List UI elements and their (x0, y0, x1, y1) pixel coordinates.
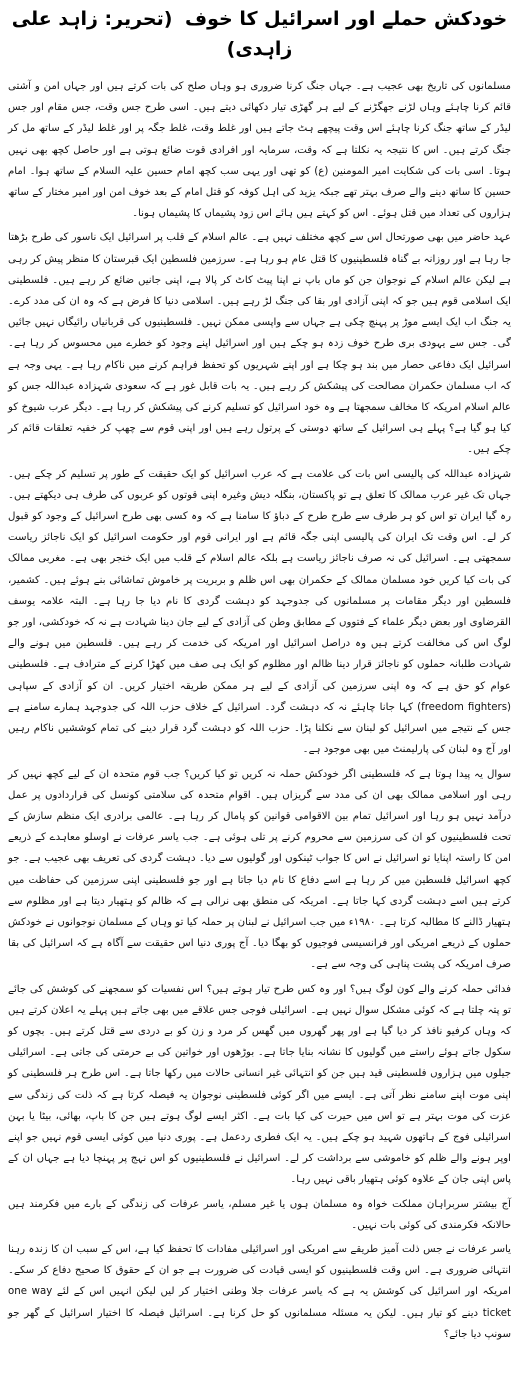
paragraph-6: آج بیشتر سربراہان مملکت خواہ وہ مسلمان ہوں یا غیر مسلم، یاسر عرفات کی زندگی کے بارے میں فکرمند ہیں حالانکہ فکرمندی کی کوئی بات نہیں۔ (8, 1198, 511, 1231)
headline: خودکش حملے اور اسرائیل کا خوف (185, 8, 508, 30)
paragraph-7: یاسر عرفات نے جس ذلت آمیز طریقے سے امریکی اور اسرائیلی مفادات کا تحفظ کیا ہے، اس کے سبب ان کا زندہ رہنا انتہائی ضروری ہے۔ اس وقت فلسطینیوں کو ایسی قیادت کی ضرورت ہے جو ان کے حقوق کا صحیح دفاع کر سکے۔ امریکہ اور اسرائیل کی کوشش یہ ہے کہ یاسر عرفات جلا وطنی اختیار کر لیں لیکن انہیں اس کے لئے one way ticket دینے کو تیار ہیں۔ لیکن یہ مسئلہ مسلمانوں کو حل کرنا ہے۔ اسرائیل فیصلہ کا اختیار اسرائیل کے گھر جو سونپ دیا جائے؟ (8, 1243, 511, 1340)
paragraph-2: عہد حاضر میں بھی صورتحال اس سے کچھ مختلف نہیں ہے۔ عالم اسلام کے قلب پر اسرائیل ایک ناسور کی طرح بڑھتا جا رہا ہے اور روزانہ بے گناہ فلسطینیوں کا قتل عام ہو رہا ہے۔ سرزمین فلسطین ایک قبرستان کا منظر پیش کر رہی ہے لیکن عالم اسلام کے نوجوان جن کو ماں باپ نے اپنا پیٹ کاٹ کر پالا ہے، اپنی جانیں ضائع کر رہے ہیں۔ فلسطینی ایک اسلامی قوم ہیں جو کہ اپنی آزادی اور بقا کی جنگ لڑ رہے ہیں۔ اسلامی دنیا کا فرض ہے کہ وہ ان کی مدد کرے۔ یہ جنگ اب ایک ایسے موڑ پر پہنچ چکی ہے جہاں سے واپسی ممکن نہیں۔ فلسطینیوں کی قربانیاں رائیگاں نہیں جائیں گی۔ جس سے یہودی بری طرح خوف زدہ ہو چکے ہیں اور اسرائیل اپنے وجود کو خطرے میں محسوس کر رہا ہے۔ اسرائیل ایک دفاعی حصار میں بند ہو چکا ہے اور اپنے شہریوں کو تحفظ فراہم کرنے میں ناکام رہا ہے۔ یہی وجہ ہے کہ اب مسلمان حکمران مصالحت کی پیشکش کر رہے ہیں۔ یہ بات قابل غور ہے کہ سعودی شہزادہ عبداللہ جس کو عالم اسلام امریکہ کا مخالف سمجھتا ہے وہ خود اسرائیل کو تسلیم کرنے کی پیشکش کر رہا ہے۔ دیگر عرب شیوخ کو کیا ہو گیا ہے؟ پہلے ہی اسرائیل کے ساتھ دوستی کے پرتول رہے ہیں اور اپنی قوم سے چھپ کر خفیہ تعلقات قائم کر چکے ہیں۔ (8, 232, 511, 456)
paragraph-1: مسلمانوں کی تاریخ بھی عجیب ہے۔ جہاں جنگ کرنا ضروری ہو وہاں صلح کی بات کرتے ہیں اور جہاں امن و آشتی قائم کرنا چاہئے وہاں لڑنے جھگڑنے کے لیے ہر گھڑی تیار دکھائی دیتے ہیں۔ اسی طرح جس وقت، جس مقام اور جس لیڈر کے ساتھ جنگ کرنا چاہئے اس وقت پیچھے ہٹ جاتے ہیں اور غلط وقت، غلط جگہ پر اور غلط لیڈر کے ساتھ مل کر جنگ کرتے ہیں۔ اس کا نتیجہ یہ نکلتا ہے کہ وقت، سرمایہ اور افرادی قوت ضائع ہوتی ہے اور حاصل کچھ بھی نہیں ہوتا۔ اسی بات کی شکایت امیر المومنین (ع) کو تھی اور یہی سب کچھ امام حسین علیہ السلام کے ساتھ ہوا۔ امام حسین کا ساتھ دینے والے صرف بہتر تھے جبکہ یزید کی اہل کوفہ کو قتل امام کے بعد خوف امن اور امیر مختار کے ساتھ ہزاروں کی تعداد میں قتل ہوئے۔ اس کو کہتے ہیں ہائے اس زود پشیماں کا پشیماں ہونا۔ (8, 81, 511, 220)
byline: (تحریر: زاہد علی زاہدی) (11, 8, 293, 60)
paragraph-4: سوال یہ پیدا ہوتا ہے کہ فلسطینی اگر خودکش حملہ نہ کریں تو کیا کریں؟ جب قوم متحدہ ان کے لیے کچھ نہیں کر رہی اور اسلامی ممالک بھی ان کی مدد سے گریزاں ہیں۔ اقوام متحدہ کی سلامتی کونسل کی قراردادوں پر عمل درآمد نہیں ہو رہا اور اسرائیل تمام بین الاقوامی قوانین کو پامال کر رہا ہے۔ عالمی برادری ایک منظم سازش کے تحت فلسطینیوں کو ان کی سرزمین سے محروم کرنے پر تلی ہوئی ہے۔ جب یاسر عرفات نے اوسلو معاہدے کے ذریعے امن کا راستہ اپنایا تو اسرائیل نے اس کا جواب ٹینکوں اور گولیوں سے دیا۔ دہشت گردی کی تعریف بھی عجیب ہے۔ جو کچھ اسرائیل فلسطین میں کر رہا ہے اسے دفاع کا نام دیا جاتا ہے اور جو فلسطینی اپنی سرزمین کی حفاظت میں کرتے ہیں اسے دہشت گردی کہا جاتا ہے۔ امریکہ کی منطق بھی نرالی ہے کہ ظالم کو ہتھیار دیتا ہے اور مظلوم سے ہتھیار ڈالنے کا مطالبہ کرتا ہے۔ ۱۹۸۰ء میں جب اسرائیل نے لبنان پر حملہ کیا تو وہاں کے مسلمان نوجوانوں نے خودکش حملوں کے ذریعے امریکی اور فرانسیسی فوجیوں کو بھگا دیا۔ آج پوری دنیا اس حقیقت سے آگاہ ہے کہ اسرائیل کی بقا صرف امریکہ کی پشت پناہی کی وجہ سے ہے۔ (8, 768, 511, 971)
paragraph-5: فدائی حملہ کرنے والے کون لوگ ہیں؟ اور وہ کس طرح تیار ہوتے ہیں؟ اس نفسیات کو سمجھنے کی کوشش کی جائے تو پتہ چلتا ہے کہ کوئی مشکل سوال نہیں ہے۔ اسرائیلی فوجی جس علاقے میں بھی جاتے ہیں پہلے یہ اعلان کرتے ہیں کہ وہاں کرفیو نافذ کر دیا گیا ہے اور پھر گھروں میں گھس کر مرد و زن کو بے دردی سے قتل کرتے ہیں۔ بچوں کو سکول جاتے ہوئے راستے میں گولیوں کا نشانہ بنایا جاتا ہے۔ بوڑھوں اور خواتین کی بے حرمتی کی جاتی ہے۔ اسرائیلی جیلوں میں ہزاروں فلسطینی قید ہیں جن کو انتہائی غیر انسانی حالات میں رکھا جاتا ہے۔ اس طرح ہر فلسطینی کو اپنی موت اپنے سامنے نظر آتی ہے۔ ایسے میں اگر کوئی فلسطینی نوجوان یہ فیصلہ کرتا ہے کہ ذلت کی زندگی سے عزت کی موت بہتر ہے تو اس میں حیرت کی کیا بات ہے۔ اکثر ایسے لوگ ہوتے ہیں جن کا باپ، بھائی، بیٹا یا بہن اسرائیلی فوج کے ہاتھوں شہید ہو چکے ہیں۔ یہ ایک فطری ردعمل ہے۔ پوری دنیا میں کوئی ایسی قوم نہیں جو اپنے اوپر ہونے والے ظلم کو خاموشی سے برداشت کر لے۔ اسرائیل نے فلسطینیوں کو اس نہج پر پہنچا دیا ہے جہاں ان کے پاس اپنی جان کے علاوہ کوئی ہتھیار باقی نہیں رہا۔ (8, 983, 511, 1186)
paragraph-3: شہزادہ عبداللہ کی پالیسی اس بات کی علامت ہے کہ عرب اسرائیل کو ایک حقیقت کے طور پر تسلیم کر چکے ہیں۔ جہاں تک غیر عرب ممالک کا تعلق ہے تو پاکستان، بنگلہ دیش وغیرہ اپنی قوتوں کو عربوں کی طرف ہی دیکھتے ہیں۔ رہ گیا ایران تو اس کو ہر طرف سے طرح طرح کے دباؤ کا سامنا ہے کہ وہ کسی بھی طرح اسرائیل کے وجود کو قبول کر لے۔ اس وقت تک ایران کی پالیسی اپنی جگہ قائم ہے اور ایرانی قوم اور حکومت اسرائیل کو ایک ناجائز ریاست سمجھتی ہے۔ اسرائیل کی نہ صرف ناجائز ریاست ہے بلکہ عالم اسلام کے قلب میں ایک خنجر بھی ہے۔ مغربی ممالک کی بات کیا کریں خود مسلمان ممالک کے حکمران بھی اس ظلم و بربریت پر خاموش تماشائی بنے ہوئے ہیں۔ کشمیر، فلسطین اور دیگر مقامات پر مسلمانوں کی جدوجہد کو دہشت گردی کا نام دیا جا رہا ہے۔ البتہ علامہ یوسف القرضاوی اور بعض دیگر علماء کے فتووں کے مطابق وطن کی آزادی کے لیے جان دینا شہادت ہے نہ کہ خودکشی، اور جو لوگ اس کی مخالفت کرتے ہیں وہ دراصل اسرائیل اور امریکہ کی خدمت کر رہے ہیں۔ فلسطین میں ہونے والے شہادت طلبانہ حملوں کو ناجائز قرار دینا ظالم اور مظلوم کو ایک ہی صف میں کھڑا کرنے کے مترادف ہے۔ فلسطینی عوام کو حق ہے کہ وہ اپنی سرزمین کی آزادی کے لیے ہر ممکن طریقہ اختیار کریں۔ ان کو آزادی کے سپاہی (freedom fighters) کہا جانا چاہئے نہ کہ دہشت گرد۔ اسرائیل کے خلاف حزب اللہ کی جدوجہد ہمارے سامنے ہے جس کے نتیجے میں اسرائیل کو لبنان سے نکلنا پڑا۔ حزب اللہ کو دہشت گرد قرار دینے کی تمام کوششیں ناکام رہیں اور آج وہ لبنان کی پارلیمنٹ میں بھی موجود ہے۔ (8, 468, 512, 756)
article-title (8, 4, 511, 64)
